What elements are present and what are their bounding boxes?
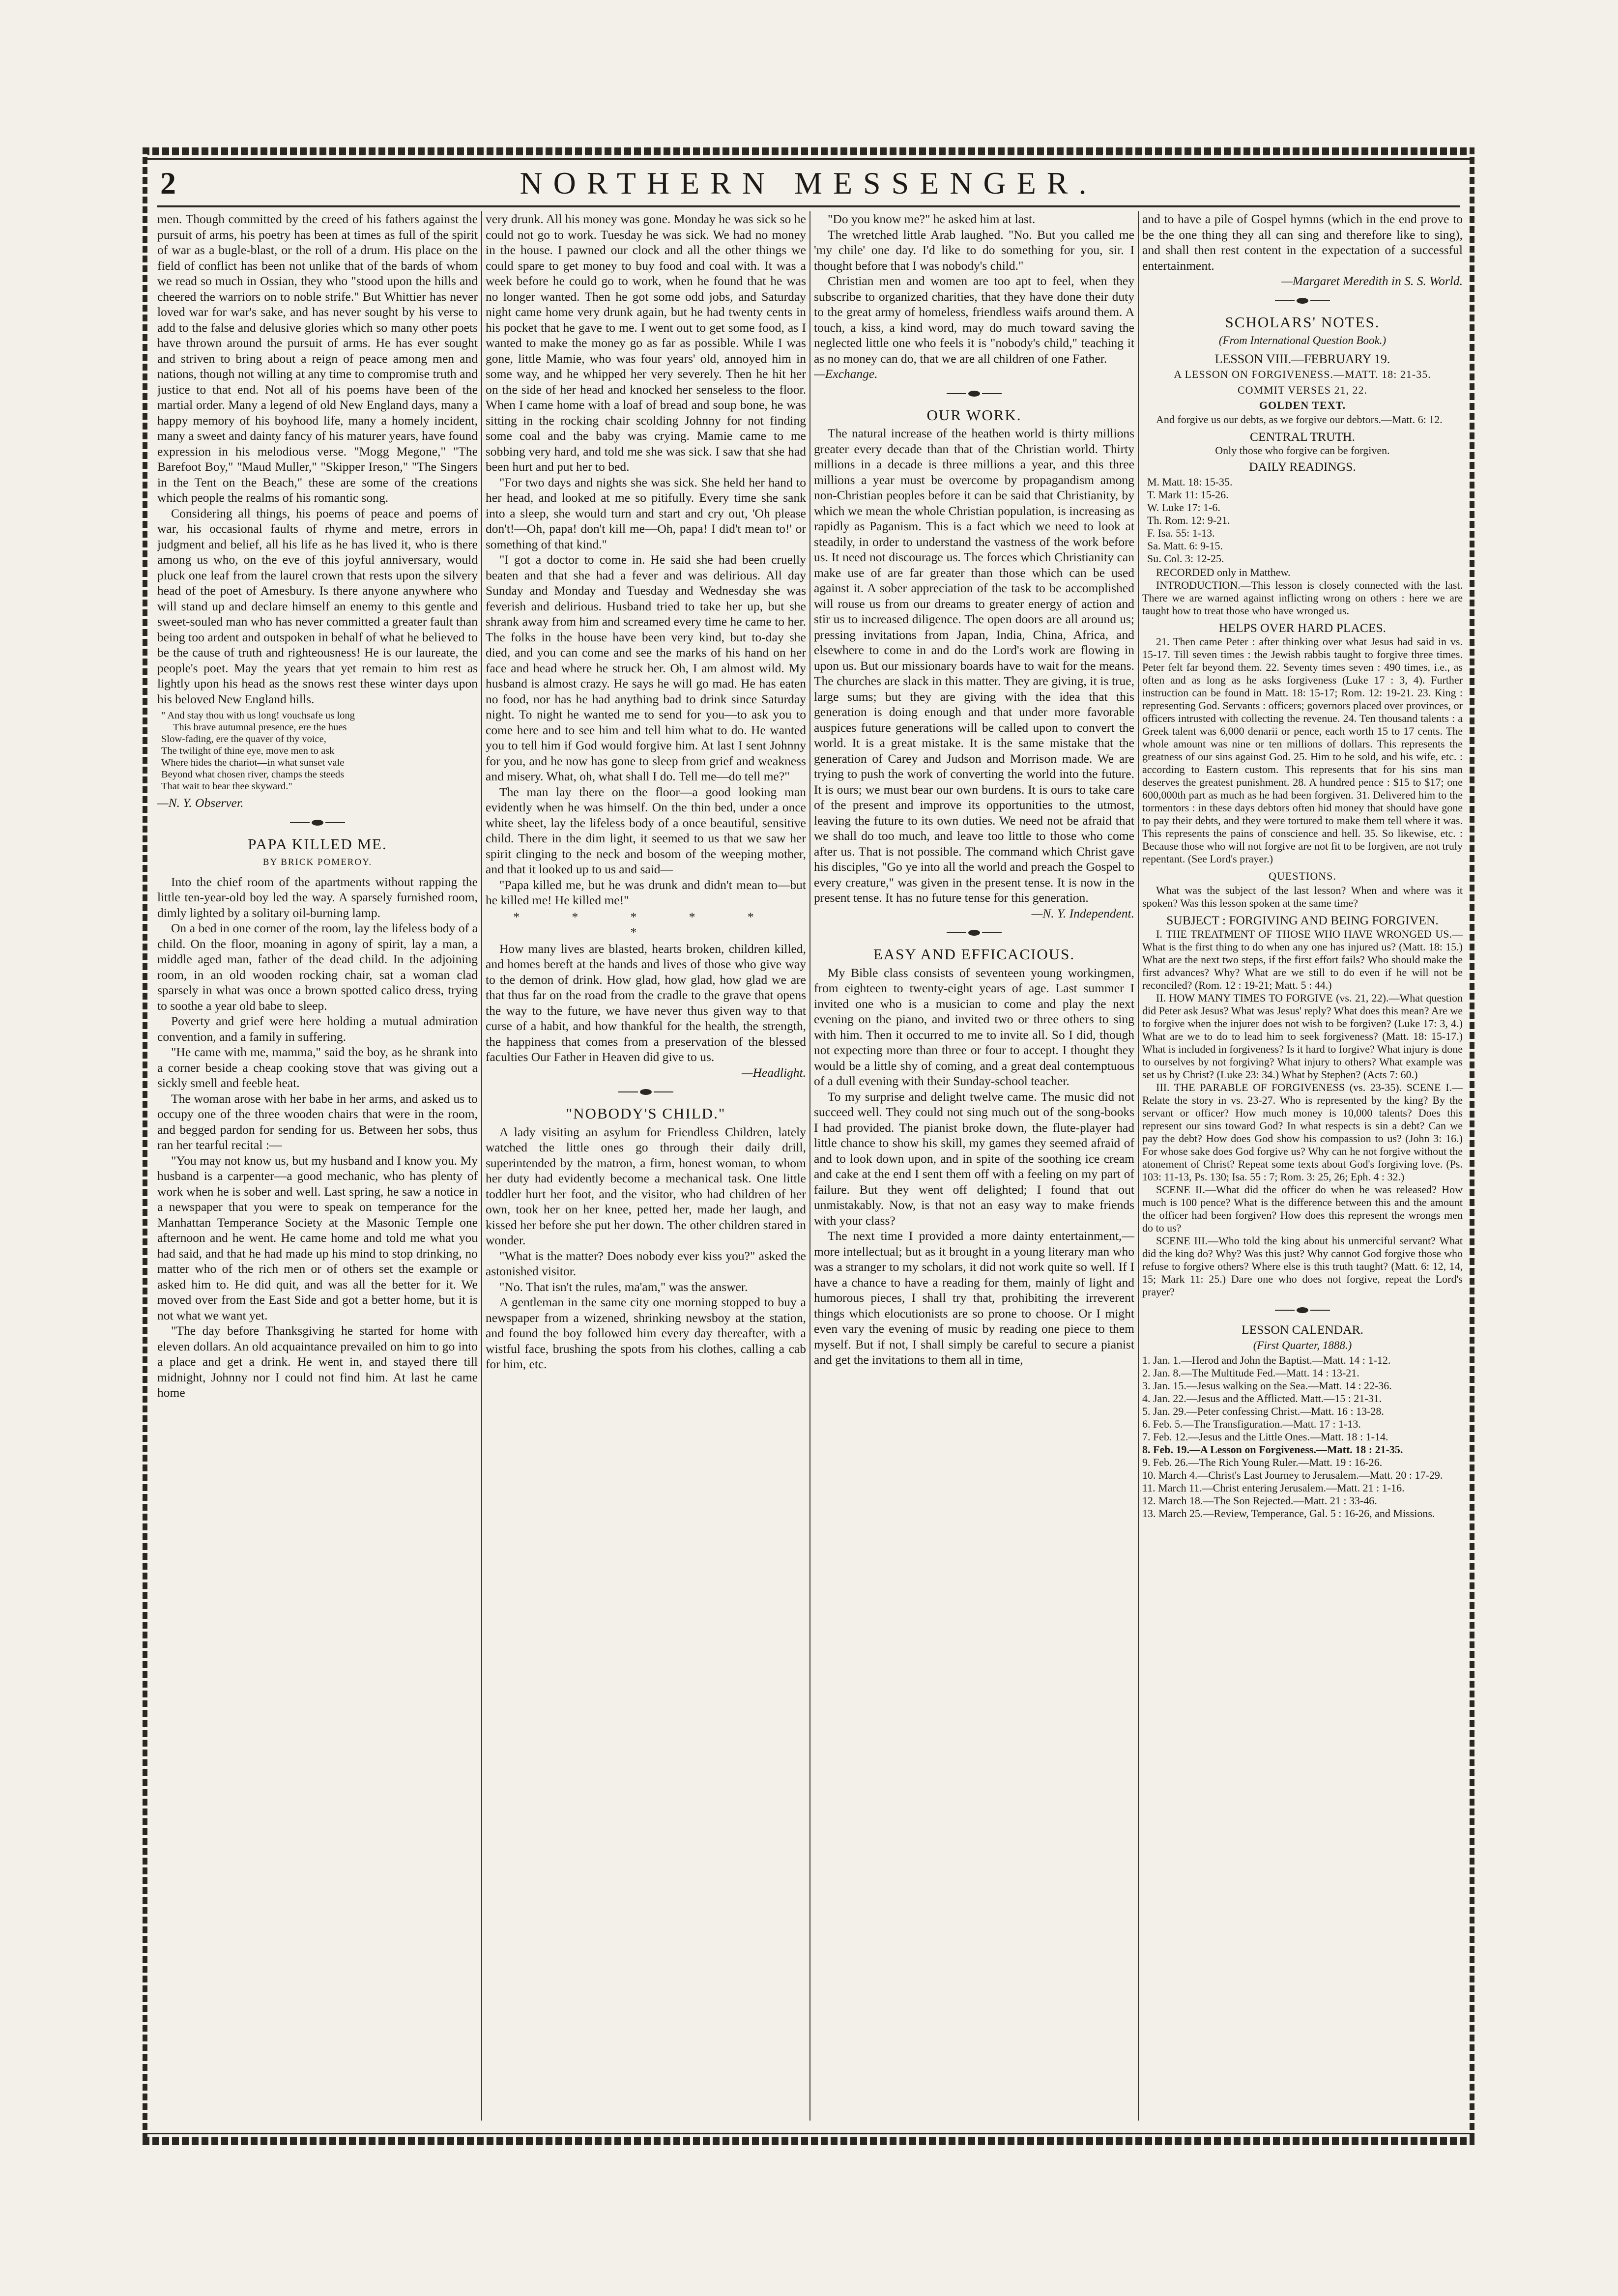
- questions-intro: What was the subject of the last lesson? When and where was it spoken? Was this lesson spoken at the same time?: [1142, 884, 1463, 909]
- newspaper-title: NORTHERN MESSENGER.: [520, 166, 1098, 201]
- article-paragraph: "You may not know us, but my husband and I know you. My husband is a carpenter—a good mechanic, who has plenty of work when he is sober and well. Last spring, he saw a notice in a newspaper that you were to speak on temperance for the Manhattan Temperance Society at the Masonic Temple one afternoon and he went. He came home and told me what you had said, and that he had made up his mind to stop drinking, no matter who of the rich men or of others set the example or asked him to. He did quit, and was all the better for it. We moved over from the East Side and got a better home, but it is not what we want yet.: [157, 1153, 478, 1322]
- calendar-entry: 6. Feb. 5.—The Transfiguration.—Matt. 17 : 1-13.: [1142, 1418, 1361, 1430]
- lesson-title: LESSON VIII.—FEBRUARY 19.: [1214, 351, 1390, 366]
- article-paragraph: A lady visiting an asylum for Friendless Children, lately watched the little ones go through their daily drill, superintended by the matron, a firm, honest woman, to whom her duty had evidently become a mechanical task. One little toddler hurt her foot, and the visitor, who had children of her own, took her on her knee, petted her, made her laugh, and kissed her before she put her down. The other children stared in wonder.: [486, 1124, 806, 1247]
- subject-heading: SUBJECT : FORGIVING AND BEING FORGIVEN.: [1166, 913, 1439, 927]
- article-paragraph: "Papa killed me, but he was drunk and didn't mean to—but he killed me! He killed me!": [486, 877, 806, 907]
- article-source: —N. Y. Observer.: [157, 796, 244, 810]
- golden-text-heading: GOLDEN TEXT.: [1259, 399, 1346, 411]
- daily-reading: Sa. Matt. 6: 9-15.: [1147, 539, 1223, 552]
- daily-reading: Su. Col. 3: 12-25.: [1147, 552, 1224, 565]
- poem-line: Where hides the chariot—in what sunset vale: [161, 757, 345, 768]
- column-4: [1142, 211, 1463, 2121]
- daily-reading: F. Isa. 55: 1-13.: [1147, 526, 1215, 539]
- lesson-reference: A LESSON ON FORGIVENESS.—MATT. 18: 21-35.: [1174, 368, 1431, 380]
- section-ornament: [1142, 1307, 1463, 1313]
- calendar-entry: 1. Jan. 1.—Herod and John the Baptist.—Matt. 14 : 1-12.: [1142, 1354, 1391, 1366]
- bottom-border-ornament: [143, 2137, 1474, 2145]
- calendar-entry: 11. March 11.—Christ entering Jerusalem.—Matt. 21 : 1-16.: [1142, 1482, 1405, 1494]
- calendar-entry: 10. March 4.—Christ's Last Journey to Jerusalem.—Matt. 20 : 17-29.: [1142, 1469, 1443, 1481]
- article-paragraph: How many lives are blasted, hearts broken, children killed, and homes bereft at the hands and lives of those who give way to the demon of drink. How glad, how glad, how glad we are that thus far on the road from the cradle to the grave that opens the way to the future, we have never thus given way to that curse of a habit, and how thankful for the health, the strength, the happiness that comes from a preservation of the blessed faculties Our Father in Heaven did give to us.: [486, 941, 806, 1064]
- masthead: [157, 163, 1460, 201]
- section-ornament: [814, 391, 1134, 397]
- recorded-note: RECORDED only in Matthew.: [1156, 566, 1291, 578]
- article-source: —N. Y. Independent.: [1031, 906, 1134, 920]
- top-border-ornament: [143, 147, 1474, 155]
- calendar-entry: 3. Jan. 15.—Jesus walking on the Sea.—Matt. 14 : 22-36.: [1142, 1379, 1392, 1392]
- poem-excerpt: [161, 710, 478, 792]
- article-paragraph: The next time I provided a more dainty entertainment,—more intellectual; but as it brought in a young literary man who was a stranger to my scholars, it did not work quite so well. If I have a chance to have a reading for them, mainly of light and humorous pieces, I shall try that, prohibiting the irreverent things which elocutionists are so prone to choose. Or I might even vary the evening of music by reading one piece to them myself. But if not, I shall simply be careful to secure a pianist and get the invitations to them all in time,: [814, 1229, 1134, 1367]
- introduction: INTRODUCTION.—This lesson is closely connected with the last. There we are warned against inflicting wrong on others : here we are taught how to treat those who have wronged us.: [1142, 578, 1463, 617]
- lesson-calendar-list: [1142, 1354, 1463, 1520]
- section-ornament: [157, 820, 478, 826]
- daily-reading: Th. Rom. 12: 9-21.: [1147, 514, 1230, 526]
- questions-heading: QUESTIONS.: [1269, 870, 1336, 882]
- daily-reading: W. Luke 17: 1-6.: [1147, 501, 1220, 514]
- article-paragraph: Into the chief room of the apartments without rapping the little ten-year-old boy led the way. A sparsely furnished room, dimly lighted by a solitary oil-burning lamp.: [157, 874, 478, 920]
- article-paragraph: A gentleman in the same city one morning stopped to buy a newspaper from a wizened, shrinking newsboy at the station, and found the boy followed him every day thereafter, with a wistful face, brushing the spots from his clothes, calling a cab for him, etc.: [486, 1295, 806, 1371]
- article-paragraph: "The day before Thanksgiving he started for home with eleven dollars. An old acquaintance prevailed on him to go into a place and get a drink. He went in, and stayed there till midnight, Johnny nor I could not find him. At last he came home: [157, 1323, 478, 1400]
- article-paragraph: To my surprise and delight twelve came. The music did not succeed well. They could not sing much out of the song-books I had provided. The pianist broke down, the flute-player had little chance to show his skill, my games they seemed afraid of and to look down upon, and in spite of the soothing ice cream and cake at the end I sent them off with a feeling on my part of failure. But they went off delighted; I found that out unmistakably. Now, is that not an easy way to make friends with your class?: [814, 1089, 1134, 1228]
- article-paragraph: "For two days and nights she was sick. She held her hand to her head, and looked at me so pitifully. Every time she sank into a sleep, she would turn and start and cry out, 'Oh please don't!—Oh, papa! don't kill me—Oh, papa! I did't mean to!' or something of that kind.": [486, 475, 806, 551]
- daily-readings-list: [1142, 476, 1463, 565]
- article-paragraph: "Do you know me?" he asked him at last.: [828, 212, 1036, 226]
- top-border-rule: [143, 158, 1474, 160]
- article-paragraph: Poverty and grief were here holding a mutual admiration convention, and a family in suffering.: [157, 1014, 478, 1044]
- calendar-entry: 13. March 25.—Review, Temperance, Gal. 5 : 16-26, and Missions.: [1142, 1507, 1435, 1520]
- question-section: I. THE TREATMENT OF THOSE WHO HAVE WRONGED US.—What is the first thing to do when any one has injured us? (Matt. 18: 15.) What are the next two steps, if the first effort fails? Who should make the first advances? Why? What are we still to do even if he will not be reconciled? (Rom. 12 : 19-21; Matt. 5 : 44.): [1142, 928, 1463, 991]
- poem-line: Slow-fading, ere the quaver of thy voice,: [161, 734, 326, 745]
- calendar-heading: LESSON CALENDAR.: [1242, 1322, 1363, 1337]
- article-paragraph: The man lay there on the floor—a good looking man evidently when he was himself. On the thin bed, under a once white sheet, lay the lifeless body of a once beautiful, sensitive child. There in the dim light, it seemed to us that we saw her spirit clinging to the neck and bosom of the weeping mother, and that it looked up to us and said—: [486, 784, 806, 876]
- helps-text: 21. Then came Peter : after thinking over what Jesus had said in vs. 15-17. Till seven times : the Jewish rabbis taught to forgive three times. Peter felt far beyond them. 22. Seventy times seven : 490 times, i.e., as often and as long as he asks forgiveness (Luke 17 : 3, 4). Further instruction can be found in Matt. 18: 15-17; Rom. 12: 19-21. 23. King : representing God. Servants : officers; governors placed over provinces, or officers intrusted with collecting the revenue. 24. Ten thousand talents : a Greek talent was 6,000 denarii or pence, each worth 15 to 17 cents. The whole amount was nine or ten millions of dollars. This represents the greatness of our sins against God. 25. Him to be sold, and his wife, etc. : according to Eastern custom. This represents that for his sins man deserves the greatest punishment. 28. A hundred pence : $15 to $17; one 600,000th part as much as he had been forgiven. 31. Delivered him to the tormentors : in these days debtors often hid money that should have gone to pay their debts, and they were tortured to make them tell where it was. This represents the pains of conscience and hell. 35. So likewise, etc. : Because those who will not forgive are not fit to be forgiven, are not truly repentant. (See Lord's prayer.): [1142, 635, 1463, 865]
- question-section: SCENE III.—Who told the king about his unmerciful servant? What did the king do? Why? Was this just? Why cannot God forgive those who refuse to forgive others? Where else is this truth taught? (Matt. 6: 12, 14, 15; Mark 11: 25.) Dare one who does not forgive, repeat the Lord's prayer?: [1142, 1234, 1463, 1298]
- article-heading: PAPA KILLED ME.: [248, 835, 387, 853]
- calendar-entry-current: 8. Feb. 19.—A Lesson on Forgiveness.—Matt. 18 : 21-35.: [1142, 1443, 1403, 1456]
- article-paragraph: very drunk. All his money was gone. Monday he was sick so he could not go to work. Tuesday he was sick. We had no money in the house. I pawned our clock and all the other things we could spare to get money to buy food and coal with. It was a week before he could go to work, when he found that he was no longer wanted. Then he got some odd jobs, and Saturday night came home very drunk again, but he had twenty cents in his pocket that he gave to me. I went out to get some food, as I wanted to make the money go as far as possible. While I was gone, little Mamie, who was four years' old, annoyed him in some way, and he whipped her very severely. Then he hit her on the side of her head and knocked her senseless to the floor. When I came home with a loaf of bread and soup bone, he was sitting in the rocking chair scolding Johnny for not finding some coal and the baby was crying. Mamie came to me sobbing very hard, and told me she was sick. I saw that she had been hurt and put her to bed.: [486, 212, 806, 474]
- section-ornament: [486, 1089, 806, 1095]
- calendar-entry: 9. Feb. 26.—The Rich Young Ruler.—Matt. 19 : 16-26.: [1142, 1456, 1383, 1468]
- article-paragraph: "I got a doctor to come in. He said she had been cruelly beaten and that she had a fever and was delirious. All day Sunday and Monday and Tuesday and Wednesday she was feverish and delirious. Husband tried to take her up, but she shrank away from him and screamed every time he came to her. The folks in the house have been very kind, but to-day she died, and you can come and see the marks of his hand on her face and head where he struck her. Oh, I am almost wild. My husband is almost crazy. He says he will go mad. He has eaten no food, nor has he had anything bad to drink since Saturday night. To night he wanted me to send for you—to ask you to come here and to see him and tell him what to do. He wanted you to tell him if God would forgive him. At last I sent Johnny for you, and he now has gone to sleep from grief and weakness and misery. What, oh, what shall I do. Tell me—do tell me?": [486, 552, 806, 783]
- golden-text: And forgive us our debts, as we forgive our debtors.—Matt. 6: 12.: [1156, 413, 1443, 426]
- article-paragraph: and to have a pile of Gospel hymns (which in the end prove to be the one thing they all can sing and therefore like to sing), and shall then rest content in the expectation of a successful entertainment.: [1142, 212, 1463, 273]
- daily-reading: M. Matt. 18: 15-35.: [1147, 475, 1233, 488]
- central-truth-heading: CENTRAL TRUTH.: [1250, 429, 1355, 444]
- section-heading: SCHOLARS' NOTES.: [1225, 313, 1380, 331]
- column-rule: [1138, 211, 1139, 2121]
- poem-line: That wait to bear thee skyward.": [161, 781, 292, 792]
- page-number: 2: [160, 166, 176, 201]
- poem-line: Beyond what chosen river, champs the steeds: [161, 769, 345, 780]
- calendar-entry: 7. Feb. 12.—Jesus and the Little Ones.—Matt. 18 : 1-14.: [1142, 1431, 1388, 1443]
- article-paragraph: "No. That isn't the rules, ma'am," was the answer.: [499, 1279, 748, 1294]
- whittier-paragraph: Considering all things, his poems of peace and poems of war, his occasional faults of rhyme and metre, errors in judgment and belief, all his life as he has lived it, who is there among us who, on the eve of this joyful anniversary, would pluck one leaf from the laurel crown that rests upon the silvery head of the poet of Amesbury. Is there anyone anywhere who will stand up and declare himself an enemy to this gentle and sweet-souled man who has never committed a greater fault than being too ardent and outspoken in behalf of what he believed to be the cause of truth and righteousness! He is our laureate, the people's poet. May the years that yet remain to him rest as lightly upon his head as the snows rest these winter days upon his beloved New England hills.: [157, 506, 478, 706]
- question-section: II. HOW MANY TIMES TO FORGIVE (vs. 21, 22).—What question did Peter ask Jesus? What was Jesus' reply? What does this mean? Are we to forgive when the injurer does not wish to be forgiven? (Luke 17: 3, 4.) What are we to do to lead him to seek forgiveness? (Matt. 18: 15-17.) What is included in forgiveness? Is it hard to forgive? What injury is done to ourselves by not forgiving? What injury to others? What example was set us by Christ? (Luke 23: 34.) What by Stephen? (Acts 7: 60.): [1142, 992, 1463, 1081]
- section-ornament: [814, 930, 1134, 936]
- calendar-entry: 5. Jan. 29.—Peter confessing Christ.—Matt. 16 : 13-28.: [1142, 1405, 1384, 1417]
- column-rule: [481, 211, 482, 2121]
- article-heading: OUR WORK.: [926, 406, 1022, 424]
- helps-heading: HELPS OVER HARD PLACES.: [1218, 620, 1387, 635]
- article-heading: EASY AND EFFICACIOUS.: [873, 946, 1075, 963]
- section-ornament: [1142, 298, 1463, 304]
- question-section: III. THE PARABLE OF FORGIVENESS (vs. 23-35). SCENE I.—Relate the story in vs. 23-27. Who is represented by the king? By the servant or officer? How much money is 10,000 talents? Does this represent our sins toward God? In what respects is sin a debt? Can we pay the debt? How does God show his compassion to us? (John 3: 16.) For whose sake does God forgive us? Why can he not forgive without the atonement of Christ? Repeat some texts about God's forgiving love. (Ps. 103: 11-13, Ps. 130; Isa. 55 : 7; Rom. 3: 25, 26; Eph. 4 : 32.): [1142, 1081, 1463, 1183]
- masthead-rule: [157, 205, 1460, 207]
- columns: [157, 211, 1463, 2121]
- whittier-paragraph: men. Though committed by the creed of his fathers against the pursuit of arms, his poetry has been at times as full of the spirit of war as a bugle-blast, or the roll of a drum. His place on the field of conflict has been not unlike that of the bards of whom we read so much in Ossian, they who "stood upon the hills and cheered the warriors on to noble strife." But Whittier has never loved war for war's sake, and has never sought by his verse to add to the false and delusive glories which so many other poets have thrown around the pursuit of arms. He has ever sought and striven to bring about a reign of peace among men and nations, though not willing at any time to compromise truth and justice to that end. Not all of his poems have been of the martial order. Many a legend of old New England days, many a happy memory of his boyhood life, many a homely incident, many a sweet and dainty fancy of his maturer years, have found expression in his melodious verse. "Mogg Megone," "The Barefoot Boy," "Maud Muller," "Skipper Ireson," "The Singers in the Tent on the Beach," these are some of the creations which people the realms of his romantic song.: [157, 212, 478, 505]
- notes-source: (From International Question Book.): [1218, 334, 1387, 346]
- daily-reading: T. Mark 11: 15-26.: [1147, 488, 1229, 501]
- article-source: —Exchange.: [814, 367, 878, 381]
- article-source: —Headlight.: [741, 1065, 806, 1080]
- poem-line: The twilight of thine eye, move men to ask: [161, 746, 335, 756]
- column-3: [814, 211, 1134, 2121]
- left-border-ornament: [143, 147, 147, 2145]
- daily-readings-heading: DAILY READINGS.: [1249, 459, 1356, 474]
- newspaper-page: [143, 147, 1474, 2145]
- question-section: SCENE II.—What did the officer do when he was released? How much is 100 pence? What is the difference between this and the amount the officer had been forgiven? How does this represent the wrongs men do to us?: [1142, 1183, 1463, 1234]
- column-rule: [809, 211, 810, 2121]
- article-heading: "NOBODY'S CHILD.": [566, 1105, 726, 1122]
- column-2: [486, 211, 806, 2121]
- central-truth: Only those who forgive can be forgiven.: [1215, 444, 1390, 457]
- calendar-subheading: (First Quarter, 1888.): [1253, 1339, 1352, 1351]
- calendar-entry: 12. March 18.—The Son Rejected.—Matt. 21 : 33-46.: [1142, 1494, 1377, 1507]
- section-stars: * * * * * *: [513, 909, 779, 939]
- article-paragraph: "What is the matter? Does nobody ever kiss you?" asked the astonished visitor.: [486, 1248, 806, 1278]
- commit-verses: COMMIT VERSES 21, 22.: [1237, 383, 1368, 396]
- poem-line: " And stay thou with us long! vouchsafe us long: [161, 710, 355, 721]
- right-border-ornament: [1470, 147, 1474, 2145]
- article-source: —Margaret Meredith in S. S. World.: [1281, 274, 1463, 288]
- article-paragraph: Christian men and women are too apt to feel, when they subscribe to organized charities, that they have done their duty to the great army of homeless, friendless waifs around them. A touch, a kiss, a kind word, may do much toward saving the neglected little one who feels it is "nobody's child," teaching it as no money can do, that we are all children of one Father.: [814, 274, 1134, 366]
- article-paragraph: The wretched little Arab laughed. "No. But you called me 'my chile' one day. I'd like to do something for you, sir. I thought before that I was nobody's child.": [814, 227, 1134, 273]
- article-paragraph: My Bible class consists of seventeen young workingmen, from eighteen to twenty-eight years of age. Last summer I invited one who is a musician to come and play the next evening on the piano, and invited two or three others to sing with him. Then it occurred to me to invite all. So I did, though not expecting more than three or four to accept. I thought they would be a little shy of coming, and a great deal contemptuous of a dull evening with their Sunday-school teacher.: [814, 965, 1134, 1088]
- article-paragraph: The woman arose with her babe in her arms, and asked us to occupy one of the three wooden chairs that were in the room, and begged pardon for sending for us. Between her sobs, thus ran her tearful recital :—: [157, 1091, 478, 1152]
- bottom-border-rule: [143, 2133, 1474, 2134]
- article-paragraph: On a bed in one corner of the room, lay the lifeless body of a child. On the floor, moaning in agony of spirit, lay a man, a middle aged man, father of the dead child. In the adjoining room, in an old wooden rocking chair, sat a woman clad sparsely in what was once a brown spotted calico dress, trying to soothe a year old babe to sleep.: [157, 921, 478, 1013]
- calendar-entry: 4. Jan. 22.—Jesus and the Afflicted. Matt.—15 : 21-31.: [1142, 1392, 1382, 1405]
- poem-line: This brave autumnal presence, ere the hues: [173, 722, 347, 733]
- column-1: [157, 211, 478, 2121]
- article-paragraph: "He came with me, mamma," said the boy, as he shrank into a corner beside a cheap cooking stove that was giving out a sickly smell and feeble heat.: [157, 1045, 478, 1090]
- article-paragraph: The natural increase of the heathen world is thirty millions greater every decade than that of the Christian world. Thirty millions in a decade is three millions a year, and this three millions a year must be overcome by propagandism among non-Christian peoples before it can be said that Christianity, by which we mean the whole Christian population, is increasing as rapidly as Paganism. This is a fact which we need to look at steadily, in order to understand the vastness of the work before us. It need not discourage us. The forces which Christianity can make use of are far greater than those which can be used against it. A sober appreciation of the task to be accomplished will rouse us from our dreams to greater energy of action and stir us to increased diligence. The open doors are all around us; pressing invitations from Japan, India, China, Africa, and elsewhere to come in and do the Lord's work are flowing in upon us. But our missionary boards have to wait for the means. The churches are slack in this matter. They are giving, it is true, large sums; but they are giving with the idea that this generation is doing enough and that under more favorable auspices future generations will be called upon to convert the world. It is a great mistake. It is the same mistake that the generation of Carey and Judson and Morrison made. We are trying to push the work of converting the world into the future. It is ours; we must bear our own burdens. It is ours to take care of the present and improve its opportunities to the utmost, leaving the future to its own duties. We need not be afraid that we shall do too much, and leave too little to those who come after us. That is not possible. The command which Christ gave his disciples, "Go ye into all the world and preach the Gospel to every creature," was given in the present tense. It is now in the present tense. It has no future tense for this generation.: [814, 426, 1134, 905]
- article-byline: BY BRICK POMEROY.: [262, 857, 373, 867]
- calendar-entry: 2. Jan. 8.—The Multitude Fed.—Matt. 14 : 13-21.: [1142, 1367, 1359, 1379]
